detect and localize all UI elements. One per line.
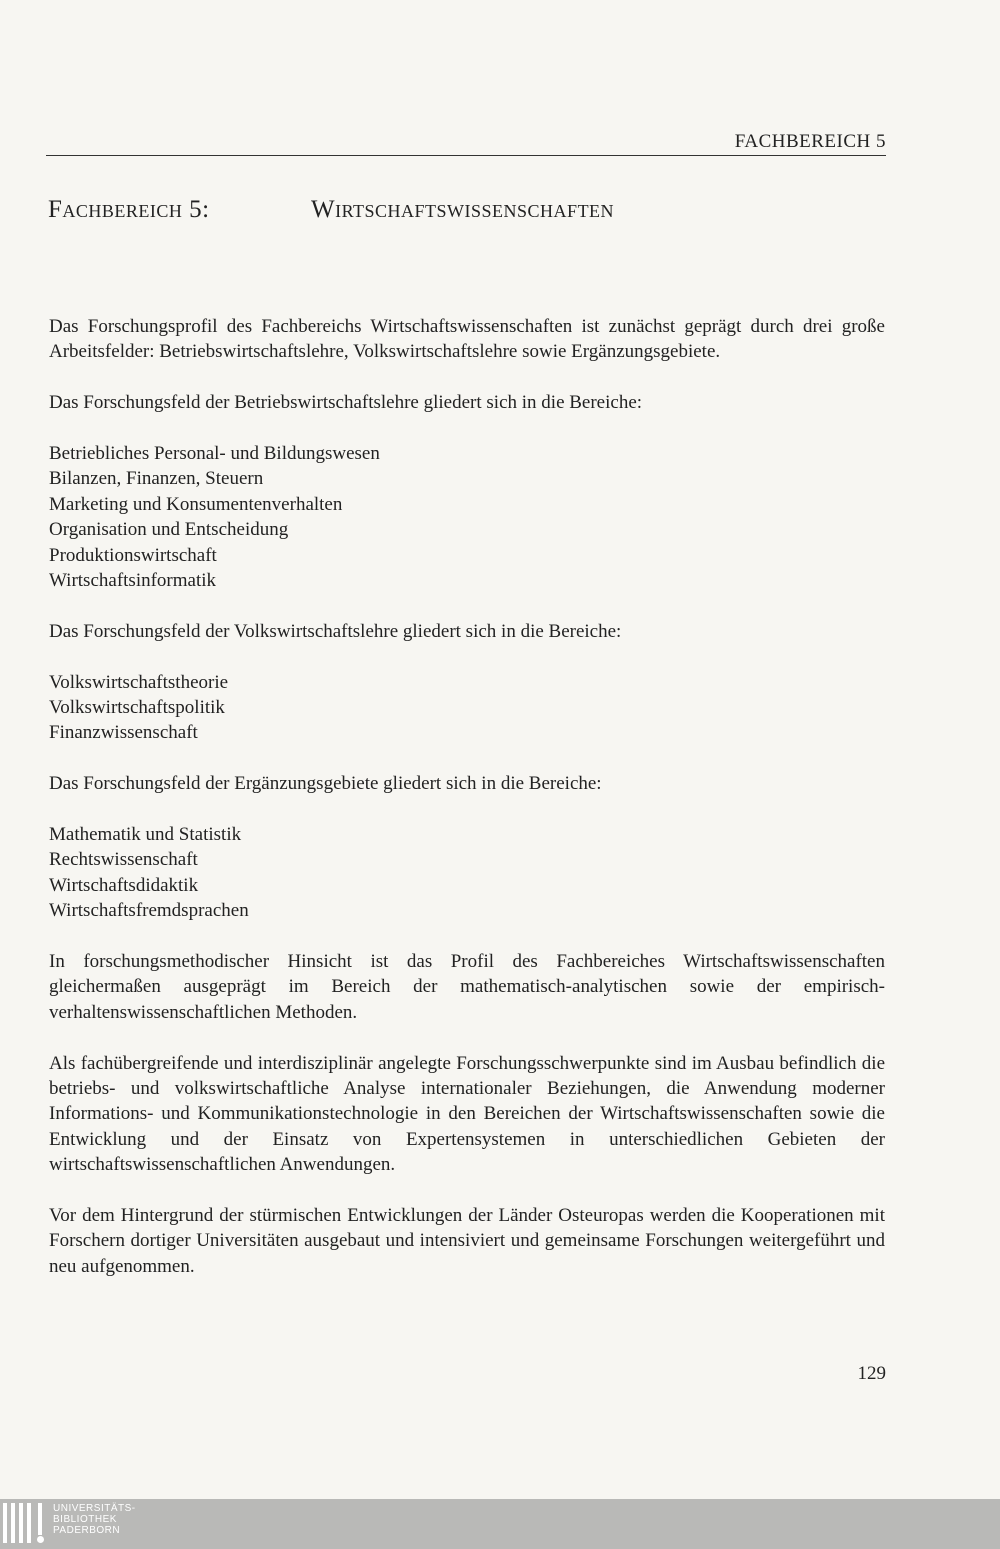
list-item: Wirtschaftsinformatik [49,570,217,592]
list-item: Volkswirtschaftstheorie [49,671,229,693]
list-item: Organisation und Entscheidung [49,519,289,541]
bwl-list [49,441,885,593]
library-name-line: PADERBORN [53,1525,121,1536]
list-item: Marketing und Konsumentenverhalten [49,493,343,515]
list-item: Bilanzen, Finanzen, Steuern [49,468,264,490]
methods-paragraph: In forschungsmethodischer Hinsicht ist das Profil des Fachbereiches Wirtschaftswissenschaften gleichermaßen ausgeprägt im Bereich der mathematisch-analytischen sowie der empirisch-verhaltenswissenschaftlichen Methoden. [49,951,885,1023]
list-item: Finanzwissenschaft [49,722,198,744]
intro-paragraph: Das Forschungsprofil des Fachbereichs Wirtschaftswissenschaften ist zunächst geprägt durch drei große Arbeitsfelder: Betriebswirtschaftslehre, Volkswirtschaftslehre sowie Ergänzungsgebiete. [49,316,885,363]
list-item: Produktionswirtschaft [49,544,217,566]
page-number: 129 [857,1363,886,1384]
cooperation-paragraph: Vor dem Hintergrund der stürmischen Entwicklungen der Länder Osteuropas werden die Kooperationen mit Forschern dortiger Universitäten ausgebaut und intensiviert und gemeinsame Forschungen weitergeführt und neu aufgenommen. [49,1205,885,1277]
vwl-list [49,670,885,746]
list-item: Rechtswissenschaft [49,849,198,871]
logo-dot-icon [37,1536,44,1543]
body-text [49,314,885,1305]
chapter-name: Wirtschaftswissenschaften [311,196,615,223]
list-item: Volkswirtschaftspolitik [49,697,225,719]
list-item: Betriebliches Personal- und Bildungswesen [49,443,380,464]
library-footer [0,1499,1000,1549]
erg-heading: Das Forschungsfeld der Ergänzungsgebiete gliedert sich in die Bereiche: [49,773,602,795]
chapter-title [48,195,614,225]
list-item: Wirtschaftsdidaktik [49,874,199,896]
library-name-line: BIBLIOTHEK [53,1514,117,1525]
list-item: Wirtschaftsfremdsprachen [49,900,249,922]
erg-list [49,822,885,924]
list-item: Mathematik und Statistik [49,824,242,846]
running-head-text: FACHBEREICH 5 [734,131,886,152]
chapter-number: Fachbereich 5: [48,196,210,223]
vwl-heading: Das Forschungsfeld der Volkswirtschaftslehre gliedert sich in die Bereiche: [49,620,622,642]
bwl-heading: Das Forschungsfeld der Betriebswirtschaftslehre gliedert sich in die Bereiche: [49,392,643,414]
library-name-line: UNIVERSITÄTS- [53,1503,136,1514]
focus-paragraph: Als fachübergreifende und interdisziplinär angelegte Forschungsschwerpunkte sind im Ausbau befindlich die betriebs- und volkswirtschaftliche Analyse internationaler Beziehungen, die Anwendung moderner Informations- und Kommunikationstechnologie in den Bereichen der Wirtschaftswissenschaften sowie die Entwicklung und der Einsatz von Expertensystemen in unterschiedlichen Gebieten der wirtschaftswissenschaftlichen Anwendungen. [49,1052,885,1176]
library-name [53,1503,136,1536]
running-head [46,131,886,156]
